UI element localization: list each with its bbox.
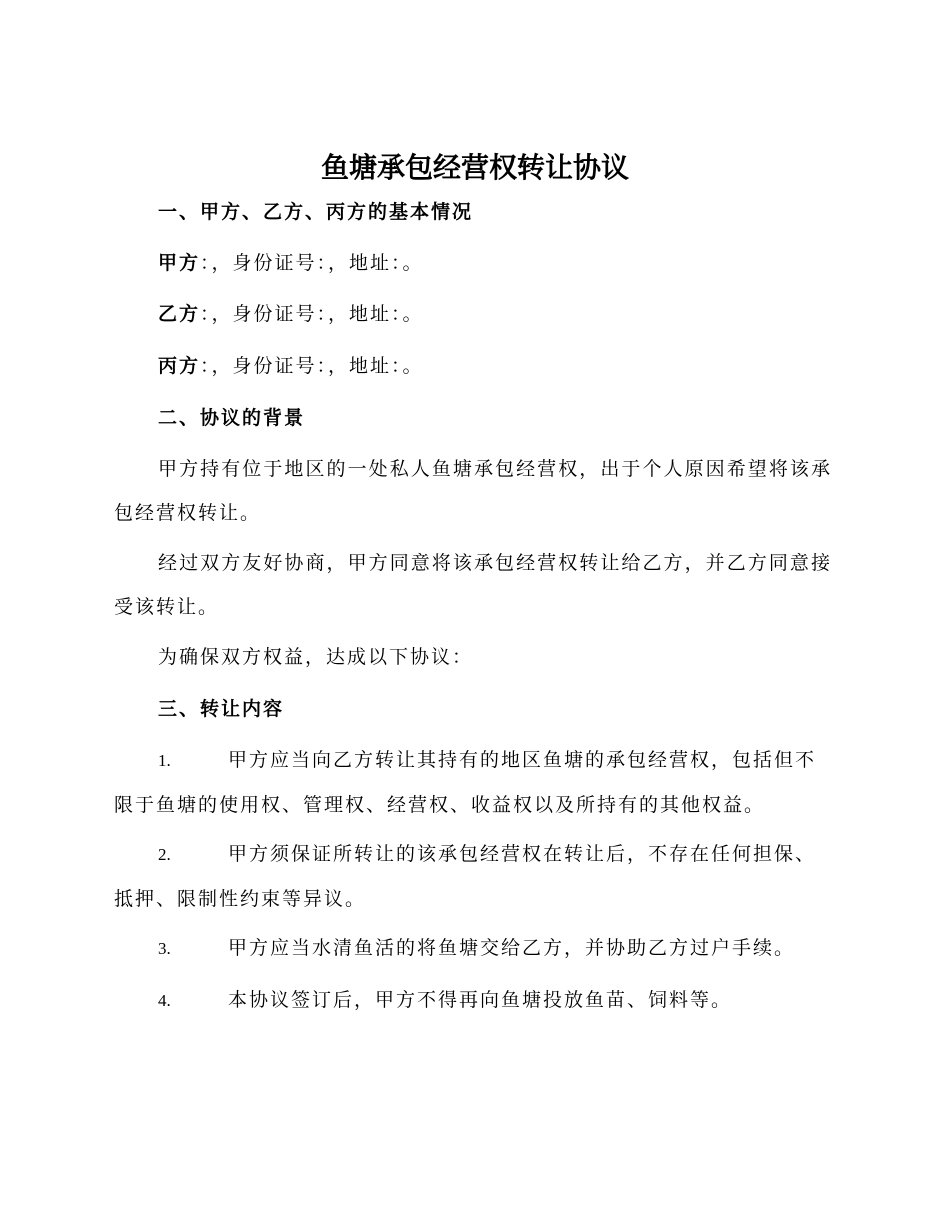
background-paragraph-2: 经过双方友好协商，甲方同意将该承包经营权转让给乙方，并乙方同意接受该转让。: [114, 552, 832, 618]
transfer-item-3: [114, 926, 832, 971]
party-bing-line: [158, 352, 424, 380]
document-title: 鱼塘承包经营权转让协议: [320, 151, 629, 184]
party-bing-label: 丙方: [158, 355, 201, 377]
item-text: 甲方应当向乙方转让其持有的地区鱼塘的承包经营权，包括但不限于鱼塘的使用权、管理权、经营权、收益权以及所持有的其他权益。: [114, 749, 817, 816]
background-paragraph-1: 甲方持有位于地区的一处私人鱼塘承包经营权，出于个人原因希望将该承包经营权转让。: [114, 458, 832, 524]
transfer-item-4: [114, 978, 832, 1023]
section2-heading: 二、协议的背景: [158, 407, 306, 429]
party-yi-text: ：，身份证号：，地址：。: [200, 303, 424, 325]
item-text: 甲方应当水清鱼活的将鱼塘交给乙方，并协助乙方过户手续。: [228, 937, 796, 959]
item-text: 甲方须保证所转让的该承包经营权在转让后，不存在任何担保、抵押、限制性约束等异议。: [114, 843, 817, 910]
party-yi-label: 乙方: [158, 303, 201, 325]
item-number: 2.: [158, 845, 171, 864]
party-bing-text: ：，身份证号：，地址：。: [200, 355, 424, 377]
transfer-item-2: [114, 832, 832, 921]
item-number: 1.: [158, 751, 171, 770]
item-text: 本协议签订后，甲方不得再向鱼塘投放鱼苗、饲料等。: [228, 989, 733, 1011]
item-number: 4.: [158, 991, 171, 1010]
party-jia-line: [158, 249, 424, 277]
background-paragraph-3: 为确保双方权益，达成以下协议：: [158, 646, 474, 668]
party-yi-line: [158, 300, 424, 328]
party-jia-text: ：，身份证号：，地址：。: [200, 252, 424, 274]
section1-heading: 一、甲方、乙方、丙方的基本情况: [158, 201, 474, 223]
transfer-item-1: [114, 738, 832, 827]
item-number: 3.: [158, 939, 171, 958]
section3-heading: 三、转让内容: [158, 698, 285, 720]
party-jia-label: 甲方: [158, 252, 201, 274]
